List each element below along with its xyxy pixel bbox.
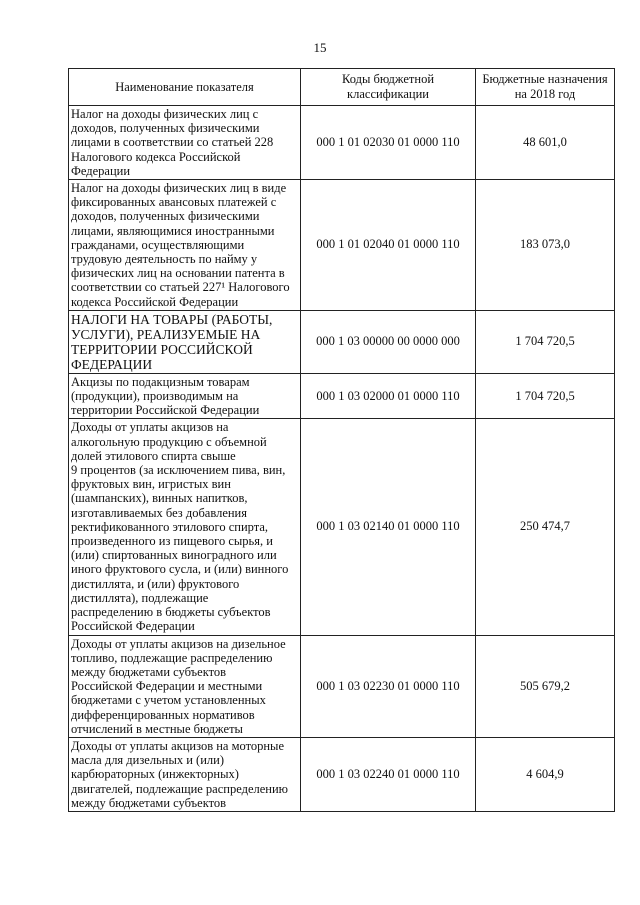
indicator-name: Налог на доходы физических лиц с доходов, полученных физическими лицами в соответствии со статьей 228 Налогового кодекса Российской Федерации xyxy=(69,106,301,180)
page-number: 15 xyxy=(313,40,327,55)
budget-amount: 4 604,9 xyxy=(476,737,615,811)
budget-table xyxy=(68,68,615,812)
section-name: НАЛОГИ НА ТОВАРЫ (РАБОТЫ, УСЛУГИ), РЕАЛИЗУЕМЫЕ НА ТЕРРИТОРИИ РОССИЙСКОЙ ФЕДЕРАЦИИ xyxy=(69,310,301,373)
table-row xyxy=(69,737,615,811)
table-row xyxy=(69,373,615,419)
budget-amount: 505 679,2 xyxy=(476,635,615,737)
classification-code: 000 1 01 02030 01 0000 110 xyxy=(301,106,476,180)
indicator-name: Акцизы по подакцизным товарам (продукции), производимым на территории Российской Федерации xyxy=(69,373,301,419)
column-header-code: Коды бюджетной классификации xyxy=(301,69,476,106)
column-header-amount: Бюджетные назначения на 2018 год xyxy=(476,69,615,106)
budget-amount: 1 704 720,5 xyxy=(476,310,615,373)
classification-code: 000 1 03 02240 01 0000 110 xyxy=(301,737,476,811)
budget-amount: 250 474,7 xyxy=(476,419,615,635)
table-row xyxy=(69,635,615,737)
budget-amount: 183 073,0 xyxy=(476,180,615,311)
indicator-name: Доходы от уплаты акцизов на дизельное топливо, подлежащие распределению между бюджетами субъектов Российской Федерации и местными бюджетами с учетом установленных дифференцированных нормативов отчислений в местные бюджеты xyxy=(69,635,301,737)
table-row-section xyxy=(69,310,615,373)
table-row xyxy=(69,106,615,180)
table-row xyxy=(69,419,615,635)
indicator-name: Доходы от уплаты акцизов на моторные масла для дизельных и (или) карбюраторных (инжекторных) двигателей, подлежащие распределению между бюджетами субъектов xyxy=(69,737,301,811)
classification-code: 000 1 03 00000 00 0000 000 xyxy=(301,310,476,373)
indicator-name: Доходы от уплаты акцизов на алкогольную продукцию с объемной долей этилового спирта свыше 9 процентов (за исключением пива, вин, фруктовых вин, игристых вин (шампанских), винных напитков, изготавливаемых без добавления ректификованного этилового спирта, произведенного из пищевого сырья, и (или) спиртованных виноградного или иного фруктового сусла, и (или) винного дистиллята, и (или) фруктового дистиллята), подлежащие распределению в бюджеты субъектов Российской Федерации xyxy=(69,419,301,635)
budget-amount: 1 704 720,5 xyxy=(476,373,615,419)
table-row xyxy=(69,180,615,311)
budget-amount: 48 601,0 xyxy=(476,106,615,180)
column-header-name: Наименование показателя xyxy=(69,69,301,106)
classification-code: 000 1 03 02140 01 0000 110 xyxy=(301,419,476,635)
table-header-row xyxy=(69,69,615,106)
classification-code: 000 1 03 02000 01 0000 110 xyxy=(301,373,476,419)
indicator-name: Налог на доходы физических лиц в виде фиксированных авансовых платежей с доходов, полученных физическими лицами, являющимися иностранными гражданами, осуществляющими трудовую деятельность по найму у физических лиц на основании патента в соответствии со статьей 227¹ Налогового кодекса Российской Федерации xyxy=(69,180,301,311)
classification-code: 000 1 01 02040 01 0000 110 xyxy=(301,180,476,311)
classification-code: 000 1 03 02230 01 0000 110 xyxy=(301,635,476,737)
